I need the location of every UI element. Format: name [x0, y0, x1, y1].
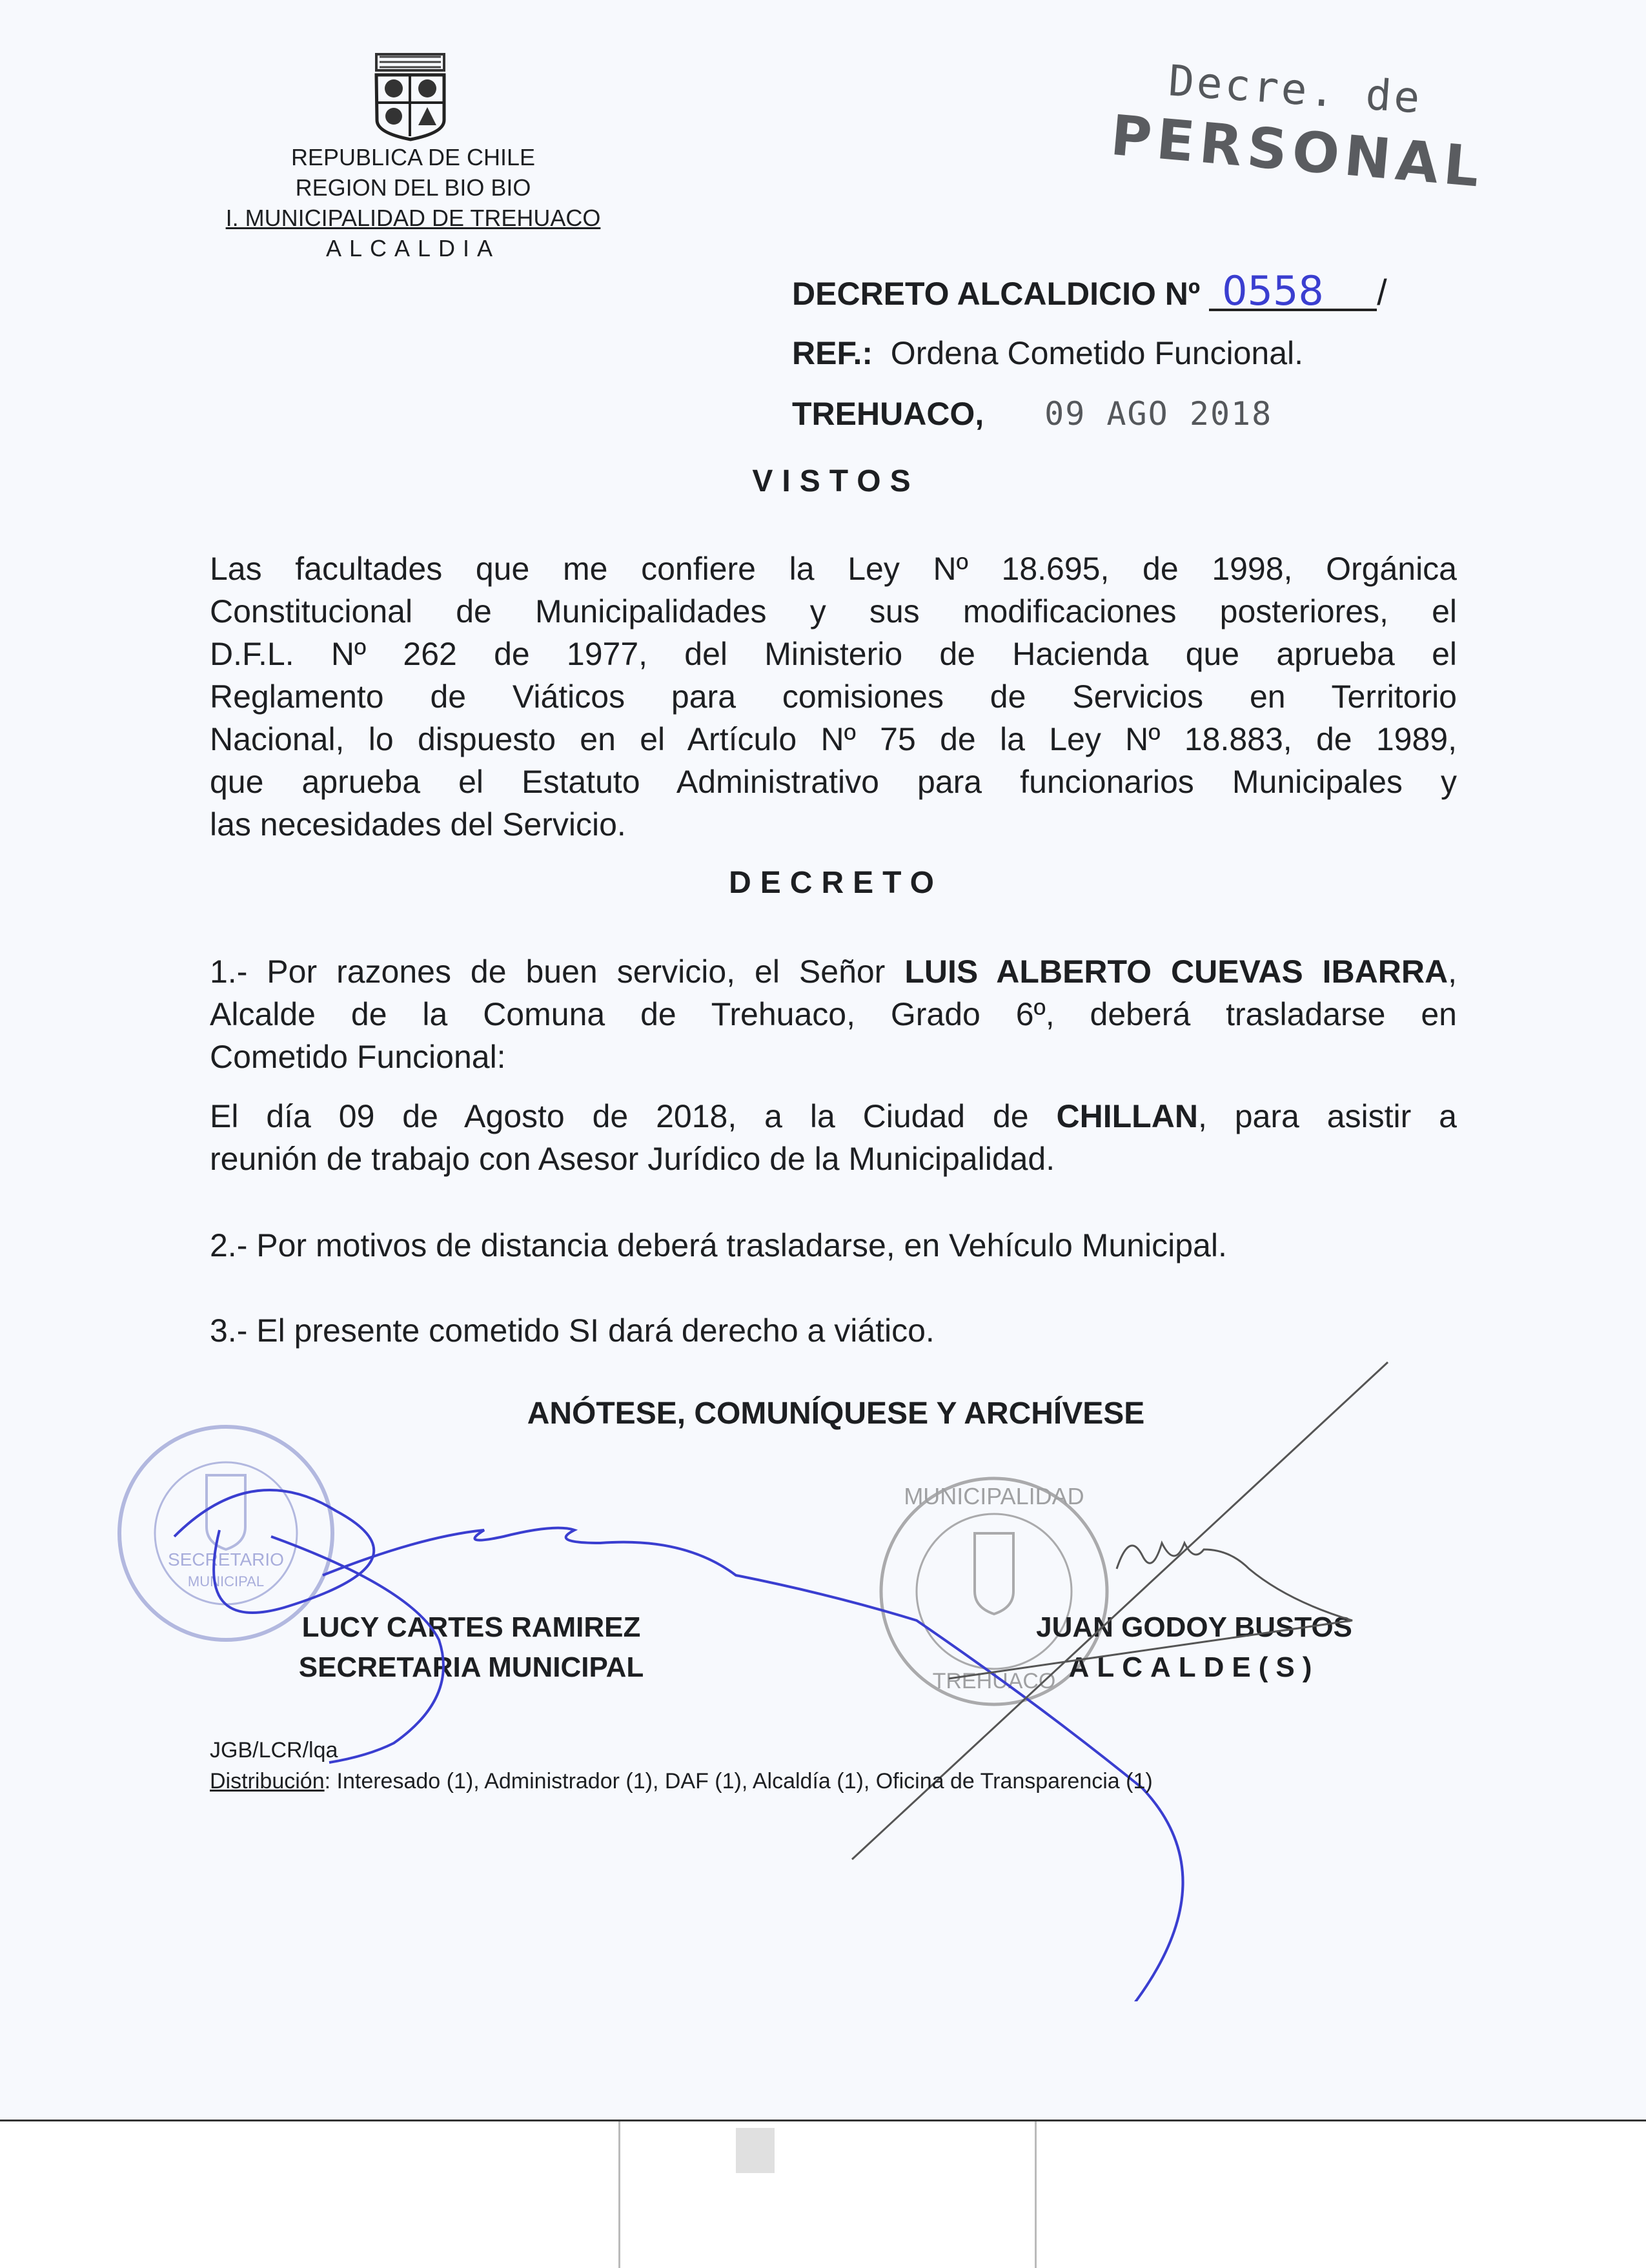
decreto-heading: DECRETO: [729, 866, 943, 900]
footer-distribution: [210, 1765, 1153, 1797]
handwritten-signatures: [0, 1356, 1646, 2001]
secretary-title: SECRETARIA MUNICIPAL: [298, 1651, 644, 1683]
header-municipality: I. MUNICIPALIDAD DE TREHUACO: [225, 205, 601, 231]
trip-text-suffix: , para asistir a: [1197, 1098, 1457, 1134]
item1-text: 1.- Por razones de buen servicio, el Señor: [210, 954, 886, 990]
distribution-label: Distribución: [210, 1769, 325, 1793]
svg-text:MUNICIPALIDAD: MUNICIPALIDAD: [904, 1483, 1084, 1509]
vistos-paragraph: [210, 547, 1457, 846]
item1-line2: Alcalde de la Comuna de Trehuaco, Grado 6º, deberá trasladarse en: [210, 996, 1457, 1032]
mayor-title: ALCALDE(S): [1068, 1651, 1320, 1683]
mayor-name: JUAN GODOY BUSTOS: [1036, 1611, 1352, 1643]
secretary-name: LUCY CARTES RAMIREZ: [301, 1611, 641, 1643]
coat-of-arms-logo: [367, 48, 454, 141]
stamp-personal: PERSONAL: [1108, 103, 1487, 201]
destination-city: CHILLAN: [1056, 1098, 1198, 1134]
vistos-line: Reglamento de Viáticos para comisiones de Servicios en Territorio: [210, 679, 1457, 715]
header-region: REGION DEL BIO BIO: [295, 174, 531, 201]
divider: [1035, 2121, 1037, 2268]
film-icon: [736, 2128, 775, 2173]
decreto-item-1: 1.- Por razones de buen servicio, el Señor LUIS ALBERTO CUEVAS IBARRA, Alcalde de la Comuna de Trehuaco, Grado 6º, deberá trasladarse en Cometido Funcional:: [210, 950, 1457, 1078]
vistos-heading: VISTOS: [752, 464, 920, 498]
official-name: LUIS ALBERTO CUEVAS IBARRA: [904, 954, 1448, 990]
distribution-list: : Interesado (1), Administrador (1), DAF (1), Alcaldía (1), Oficina de Transparencia (1): [324, 1769, 1153, 1793]
decreto-item-2: 2.- Por motivos de distancia deberá trasladarse, en Vehículo Municipal.: [210, 1227, 1227, 1263]
vistos-line: Las facultades que me confiere la Ley Nº 18.695, de 1998, Orgánica: [210, 551, 1457, 587]
trip-line2: reunión de trabajo con Asesor Jurídico de la Municipalidad.: [210, 1141, 1055, 1177]
date-stamp: 09 AGO 2018: [1044, 395, 1273, 433]
vistos-line: que aprueba el Estatuto Administrativo para funcionarios Municipales y: [210, 764, 1457, 800]
vistos-line: Constitucional de Municipalidades y sus modificaciones posteriores, el: [210, 593, 1457, 629]
vistos-line: D.F.L. Nº 262 de 1977, del Ministerio de Hacienda que aprueba el: [210, 636, 1457, 672]
place: TREHUACO,: [792, 396, 984, 432]
svg-text:TREHUACO: TREHUACO: [932, 1669, 1056, 1693]
closing-formula: ANÓTESE, COMUNÍQUESE Y ARCHÍVESE: [527, 1396, 1145, 1431]
vistos-line: las necesidades del Servicio.: [210, 806, 626, 843]
vistos-line: Nacional, lo dispuesto en el Artículo Nº 75 de la Ley Nº 18.883, de 1989,: [210, 721, 1457, 757]
decreto-trip-details: [210, 1095, 1457, 1180]
ref-label: REF.:: [792, 335, 873, 371]
decree-title-label: DECRETO ALCALDICIO Nº: [792, 276, 1201, 312]
footer-initials: JGB/LCR/lqa: [210, 1738, 338, 1762]
divider: [618, 2121, 620, 2268]
svg-text:MUNICIPAL: MUNICIPAL: [187, 1573, 265, 1589]
header-department: ALCALDIA: [325, 235, 501, 261]
stamp-decre-de: Decre. de: [1166, 56, 1424, 123]
header-country: REPUBLICA DE CHILE: [290, 144, 536, 170]
ref-text: Ordena Cometido Funcional.: [890, 335, 1304, 371]
scan-bottom-margin: [0, 2120, 1646, 2268]
decree-reference: [792, 334, 1303, 372]
svg-text:SECRETARIO: SECRETARIO: [168, 1549, 284, 1569]
decree-number: 0558: [1209, 274, 1377, 311]
decreto-item-3: 3.- El presente cometido SI dará derecho a viático.: [210, 1313, 935, 1349]
decree-title: DECRETO ALCALDICIO Nº 0558 /: [792, 267, 1387, 314]
trip-text: El día 09 de Agosto de 2018, a la Ciudad de: [210, 1098, 1029, 1134]
decree-place-date: [792, 395, 1272, 433]
item1-line3: Cometido Funcional:: [210, 1039, 506, 1075]
institution-header: [213, 142, 613, 263]
